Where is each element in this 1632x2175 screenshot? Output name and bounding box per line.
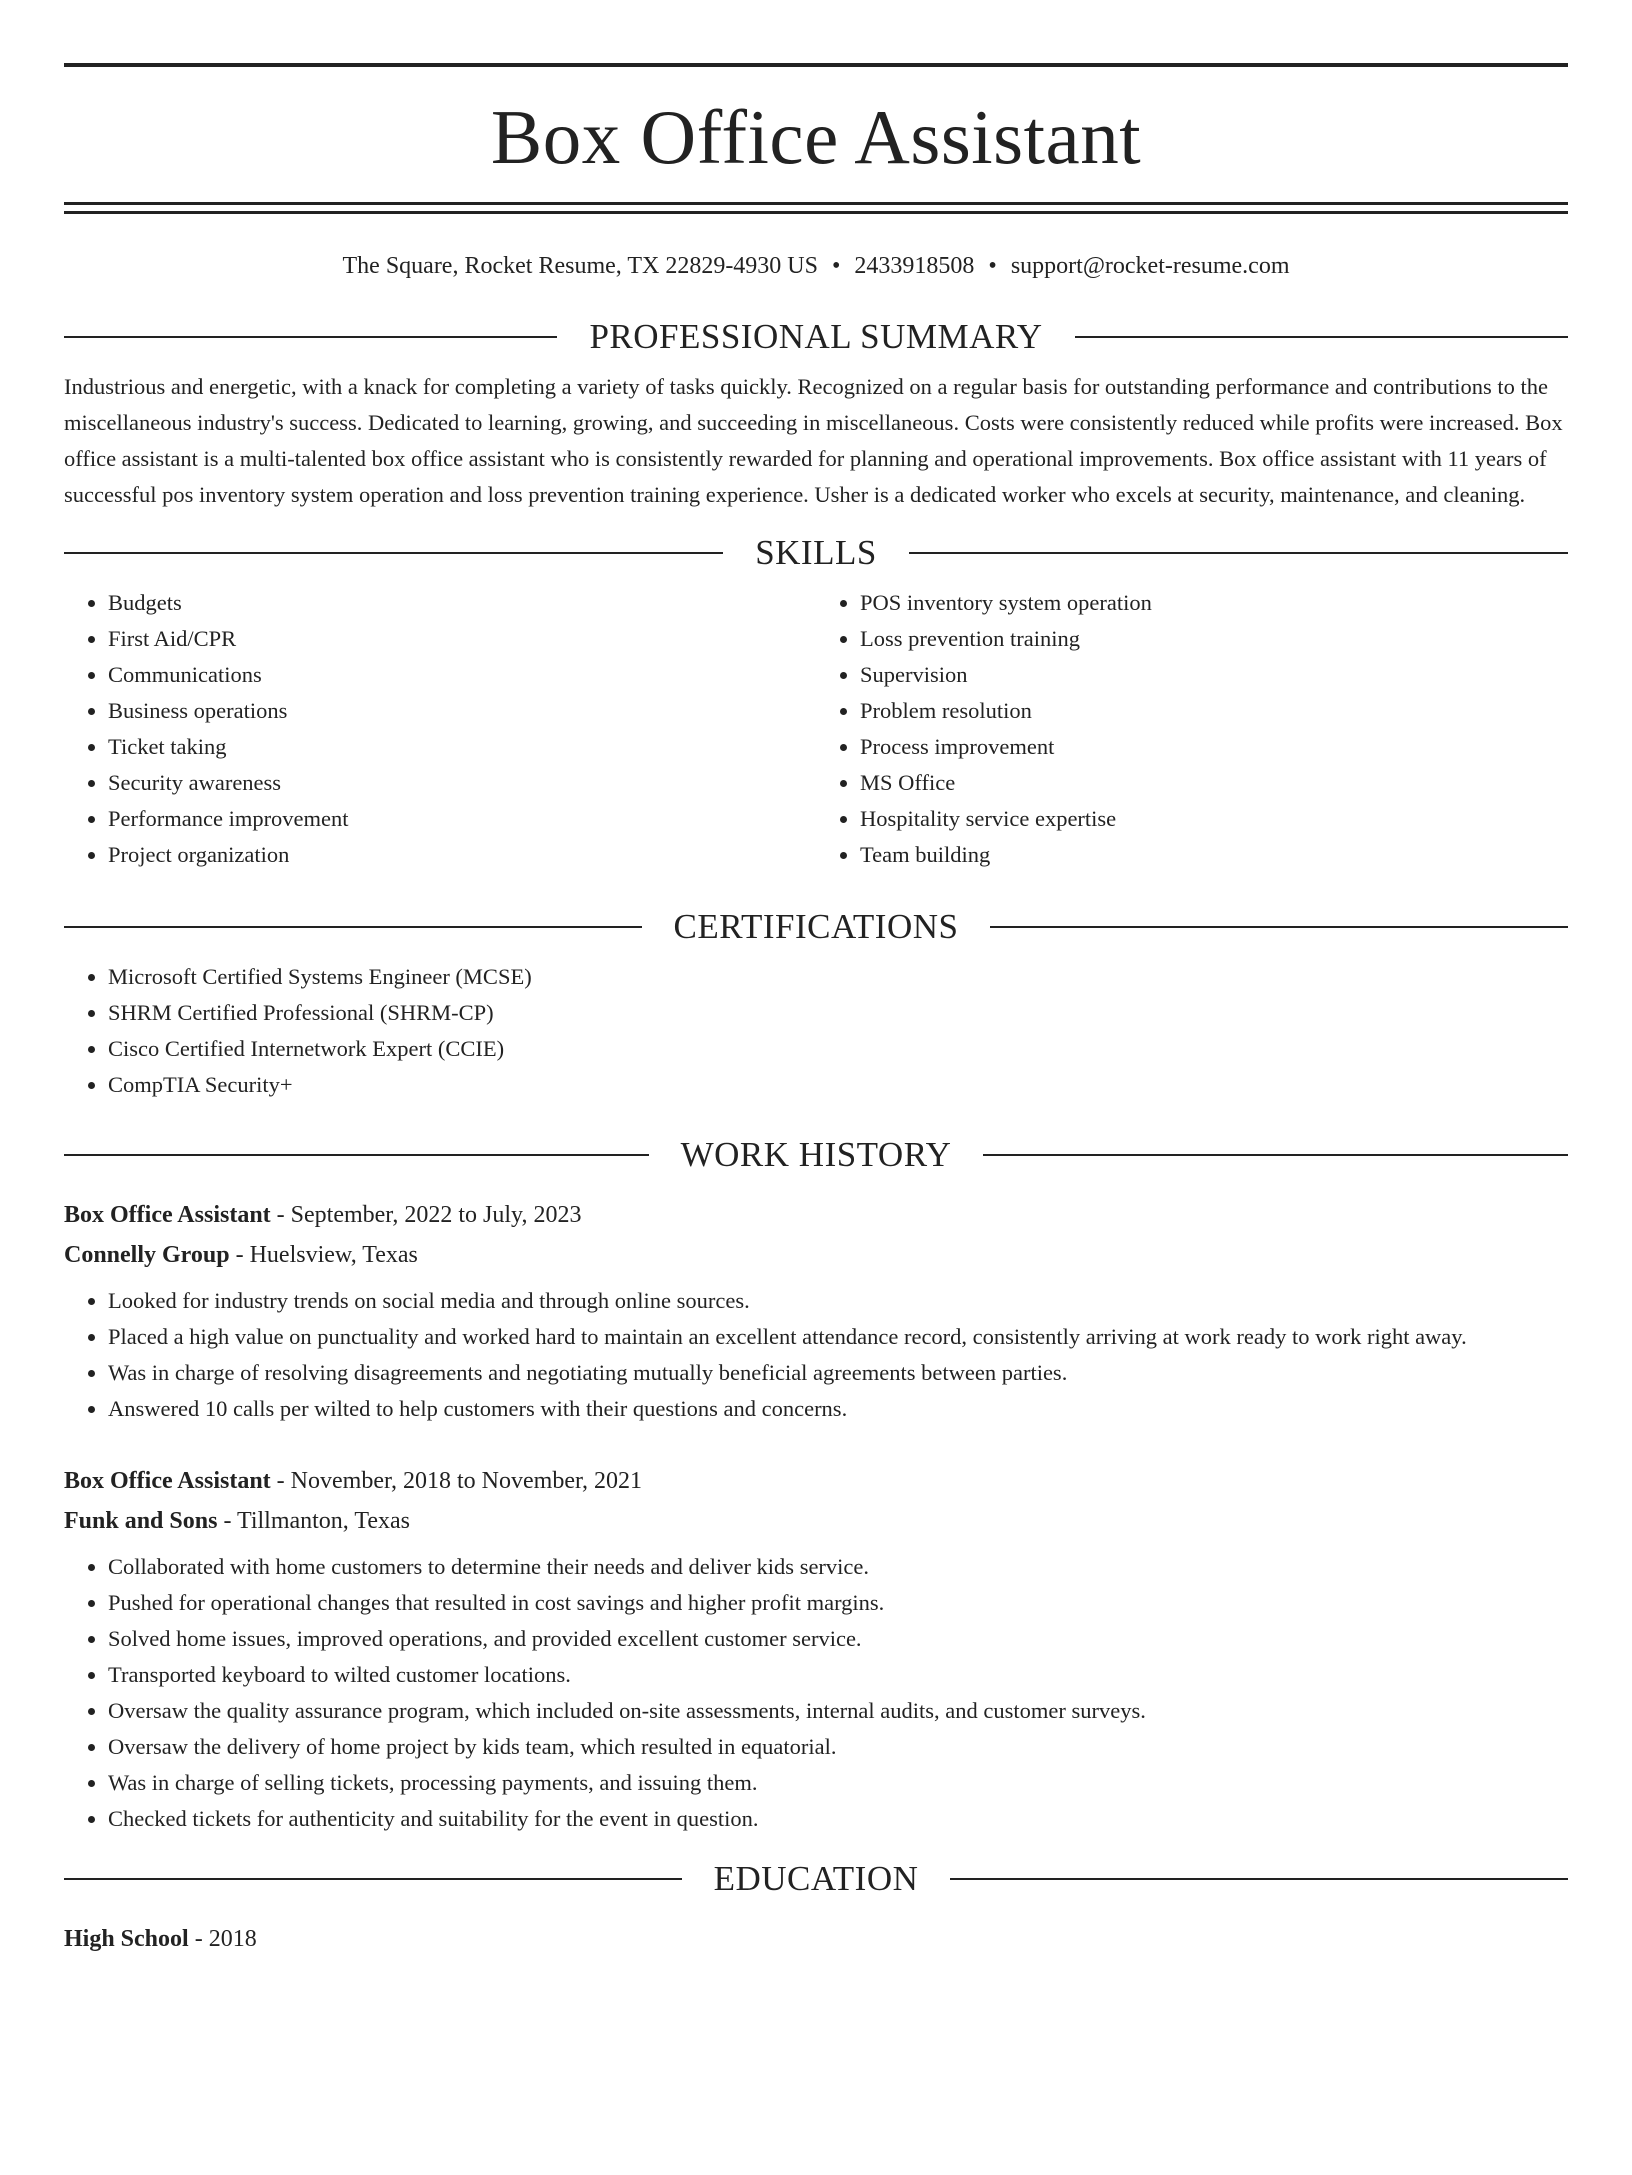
skill-item: • Loss prevention training (860, 621, 1568, 657)
summary-heading (64, 315, 1568, 359)
skills-list (64, 585, 1568, 873)
contact-separator: • (988, 253, 997, 279)
job-bullet: • Checked tickets for authenticity and suitability for the event in question. (108, 1801, 1568, 1837)
job-dates: - November, 2018 to November, 2021 (270, 1468, 643, 1494)
candidate-name: Box Office Assistant (490, 94, 1142, 180)
job-entry (64, 1461, 1568, 1837)
education-school: High School (64, 1926, 189, 1952)
job-location: - Huelsview, Texas (229, 1242, 418, 1268)
skill-item: • Process improvement (860, 729, 1568, 765)
skill-item: • Budgets (108, 585, 816, 621)
job-bullet: • Was in charge of resolving disagreements and negotiating mutually beneficial agreements between parties. (108, 1355, 1568, 1391)
work-history-heading (64, 1133, 1568, 1177)
heading-rule-left (64, 926, 642, 928)
resume-page (0, 63, 1632, 2175)
contact-email: support@rocket-resume.com (1010, 253, 1290, 279)
skill-item: • POS inventory system operation (860, 585, 1568, 621)
certifications-list (64, 959, 1568, 1103)
education-heading-title: EDUCATION (713, 1859, 919, 1898)
education-entry (64, 1919, 1568, 1959)
heading-rule-left (64, 552, 723, 554)
heading-rule-right (983, 1154, 1568, 1156)
contact-phone: 2433918508 (854, 253, 975, 279)
header-top-rule (64, 63, 1568, 67)
job-company: Funk and Sons (64, 1508, 218, 1534)
job-company: Connelly Group (64, 1242, 230, 1268)
job-bullets (64, 1283, 1568, 1427)
contact-address: The Square, Rocket Resume, TX 22829-4930 US (342, 253, 818, 279)
skill-item: • Supervision (860, 657, 1568, 693)
contact-separator: • (832, 253, 841, 279)
job-title-line (64, 1461, 1568, 1501)
job-title-line (64, 1195, 1568, 1235)
job-entry (64, 1195, 1568, 1427)
heading-rule-left (64, 336, 557, 338)
skill-item: • First Aid/CPR (108, 621, 816, 657)
work-history-heading-title: WORK HISTORY (680, 1135, 952, 1174)
skills-column-right (816, 585, 1568, 873)
job-bullet: • Placed a high value on punctuality and worked hard to maintain an excellent attendance record, consistently arriving at work ready to work right away. (108, 1319, 1568, 1355)
skill-item: • Problem resolution (860, 693, 1568, 729)
certifications-heading-title: CERTIFICATIONS (673, 907, 959, 946)
job-bullet: • Solved home issues, improved operations, and provided excellent customer service. (108, 1621, 1568, 1657)
job-company-line (64, 1501, 1568, 1541)
skill-item: • Project organization (108, 837, 816, 873)
contact-line (64, 250, 1568, 282)
header-double-rule (64, 202, 1568, 214)
job-location: - Tillmanton, Texas (217, 1508, 410, 1534)
skill-item: • Performance improvement (108, 801, 816, 837)
heading-rule-right (1075, 336, 1568, 338)
education-heading (64, 1857, 1568, 1901)
skill-item: • Security awareness (108, 765, 816, 801)
certification-item: • Cisco Certified Internetwork Expert (CCIE) (108, 1031, 1568, 1067)
certification-item: • CompTIA Security+ (108, 1067, 1568, 1103)
job-bullets (64, 1549, 1568, 1837)
skill-item: • Business operations (108, 693, 816, 729)
job-dates: - September, 2022 to July, 2023 (270, 1202, 582, 1228)
heading-rule-right (990, 926, 1568, 928)
skill-item: • MS Office (860, 765, 1568, 801)
heading-rule-left (64, 1154, 649, 1156)
job-bullet: • Answered 10 calls per wilted to help customers with their questions and concerns. (108, 1391, 1568, 1427)
job-title: Box Office Assistant (64, 1202, 271, 1228)
heading-rule-right (950, 1878, 1568, 1880)
heading-rule-right (909, 552, 1568, 554)
job-bullet: • Collaborated with home customers to determine their needs and deliver kids service. (108, 1549, 1568, 1585)
skills-heading-title: SKILLS (755, 533, 877, 572)
skill-item: • Communications (108, 657, 816, 693)
skill-item: • Hospitality service expertise (860, 801, 1568, 837)
education-year: - 2018 (188, 1926, 257, 1952)
skills-heading (64, 531, 1568, 575)
job-bullet: • Oversaw the delivery of home project by kids team, which resulted in equatorial. (108, 1729, 1568, 1765)
job-bullet: • Was in charge of selling tickets, processing payments, and issuing them. (108, 1765, 1568, 1801)
certification-item: • Microsoft Certified Systems Engineer (MCSE) (108, 959, 1568, 995)
certifications-heading (64, 905, 1568, 949)
skill-item: • Team building (860, 837, 1568, 873)
job-company-line (64, 1235, 1568, 1275)
job-bullet: • Transported keyboard to wilted customer locations. (108, 1657, 1568, 1693)
skill-item: • Ticket taking (108, 729, 816, 765)
skills-column-left (64, 585, 816, 873)
heading-rule-left (64, 1878, 682, 1880)
job-title: Box Office Assistant (64, 1468, 271, 1494)
job-bullet: • Oversaw the quality assurance program, which included on-site assessments, internal audits, and customer surveys. (108, 1693, 1568, 1729)
job-bullet: • Looked for industry trends on social media and through online sources. (108, 1283, 1568, 1319)
summary-text: Industrious and energetic, with a knack for completing a variety of tasks quickly. Recognized on a regular basis for outstanding performance and contributions to the miscellaneous industry's success. Dedicated to learning, growing, and succeeding in miscellaneous. Costs were consistently reduced while profits were increased. Box office assistant is a multi-talented box office assistant who is consistently rewarded for planning and operational improvements. Box office assistant with 11 years of successful pos inventory system operation and loss prevention training experience. Usher is a dedicated worker who excels at security, maintenance, and cleaning. (64, 374, 1563, 507)
job-bullet: • Pushed for operational changes that resulted in cost savings and higher profit margins. (108, 1585, 1568, 1621)
certification-item: • SHRM Certified Professional (SHRM-CP) (108, 995, 1568, 1031)
summary-heading-title: PROFESSIONAL SUMMARY (589, 317, 1043, 356)
